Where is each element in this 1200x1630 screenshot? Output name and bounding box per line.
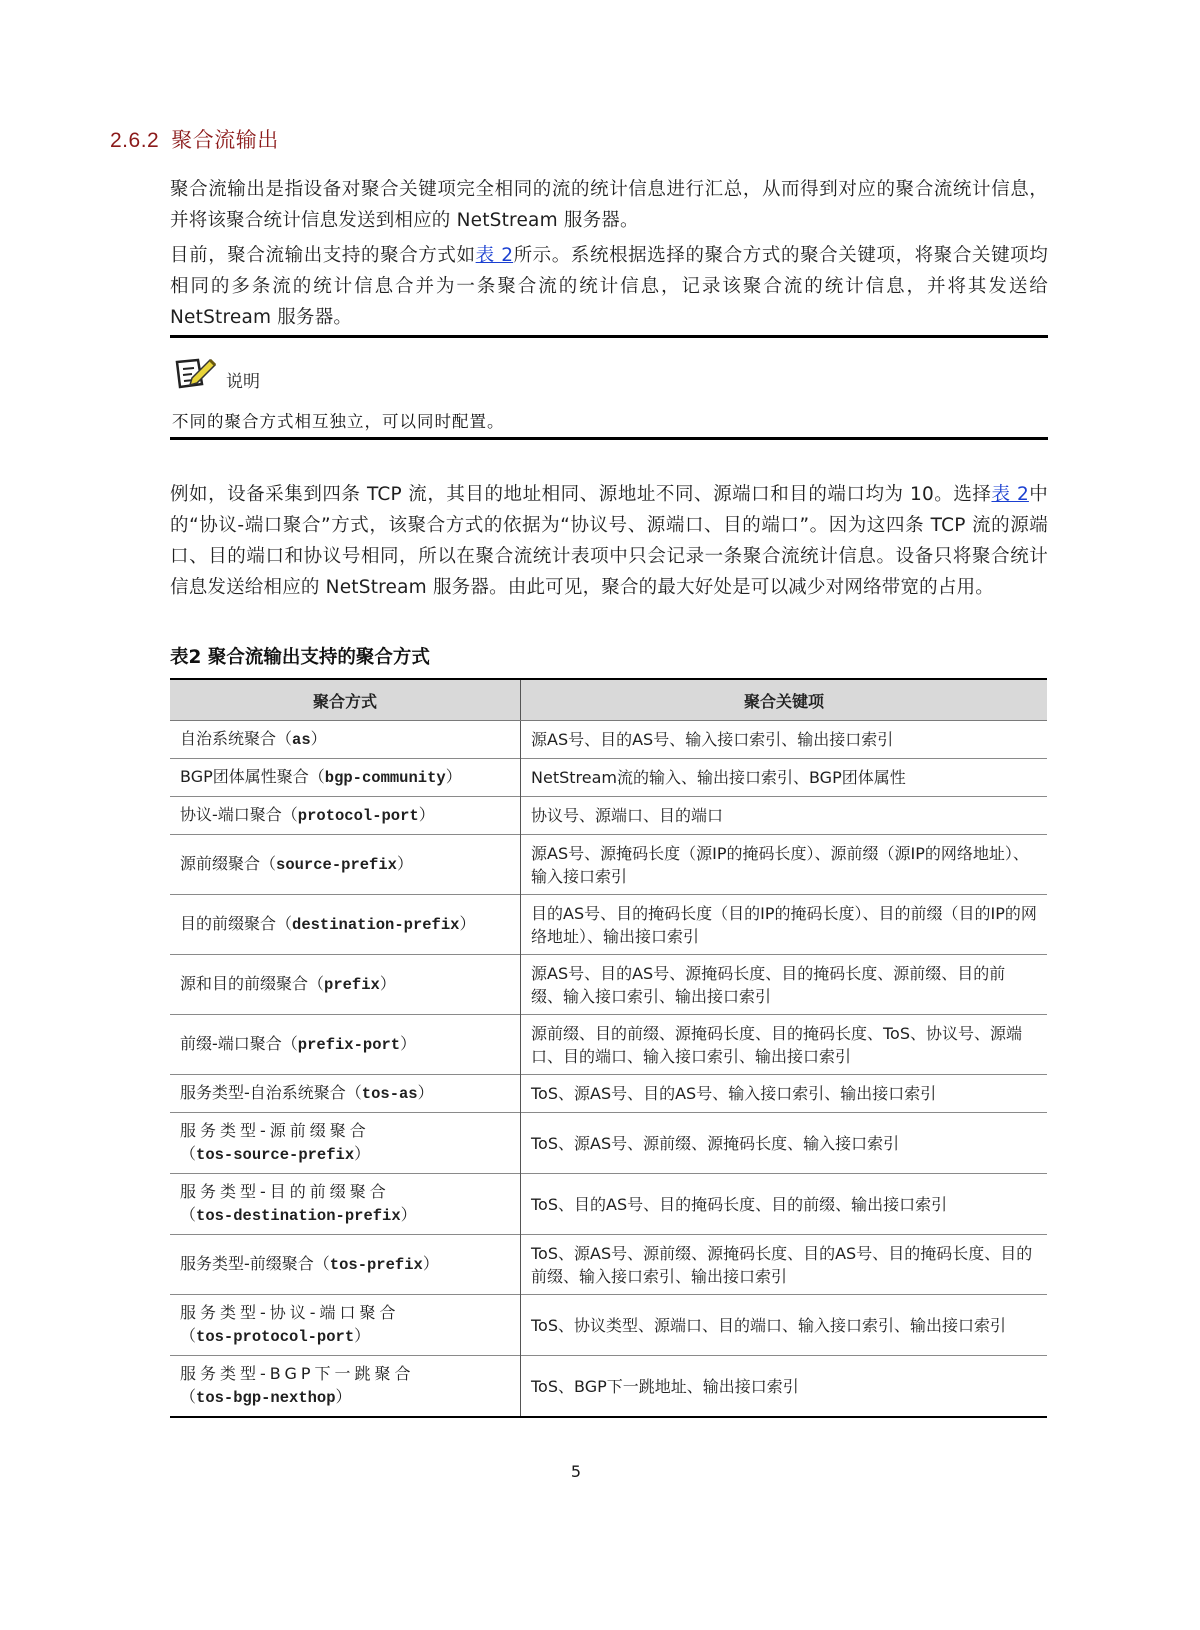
- aggregation-keys-cell: ToS、协议类型、源端口、目的端口、输入接口索引、输出接口索引: [521, 1295, 1048, 1356]
- aggregation-mode-cell: 目的前缀聚合（destination-prefix）: [170, 895, 521, 955]
- mode-name: 前缀-端口聚合: [180, 1034, 282, 1053]
- aggregation-mode-cell: 协议-端口聚合（protocol-port）: [170, 797, 521, 835]
- aggregation-mode-cell: 自治系统聚合（as）: [170, 721, 521, 759]
- table-2-link[interactable]: 表 2: [475, 245, 514, 266]
- table-row: [170, 721, 1047, 759]
- aggregation-keys-cell: 协议号、源端口、目的端口: [521, 797, 1048, 835]
- aggregation-mode-cell: 前缀-端口聚合（prefix-port）: [170, 1015, 521, 1075]
- note-top-rule: [170, 335, 1048, 338]
- table-row: [170, 1174, 1047, 1235]
- note-header: [174, 356, 260, 394]
- aggregation-keys-cell: ToS、源AS号、目的AS号、输入接口索引、输出接口索引: [521, 1075, 1048, 1113]
- mode-keyword: tos-prefix: [329, 1256, 423, 1274]
- aggregation-mode-cell: 服务类型-协议-端口聚合 （tos-protocol-port）: [170, 1295, 521, 1356]
- column-header-keys: 聚合关键项: [521, 679, 1048, 721]
- mode-keyword: protocol-port: [297, 807, 419, 825]
- aggregation-mode-cell: 服务类型-源前缀聚合 （tos-source-prefix）: [170, 1113, 521, 1174]
- column-header-mode: 聚合方式: [170, 679, 521, 721]
- mode-name: 服务类型-目的前缀聚合: [180, 1182, 390, 1201]
- aggregation-keys-cell: ToS、目的AS号、目的掩码长度、目的前缀、输出接口索引: [521, 1174, 1048, 1235]
- table-row: [170, 1113, 1047, 1174]
- mode-name: 服务类型-前缀聚合: [180, 1254, 314, 1273]
- table-caption: 表2 聚合流输出支持的聚合方式: [170, 647, 430, 668]
- aggregation-mode-cell: 服务类型-自治系统聚合（tos-as）: [170, 1075, 521, 1113]
- table-row: [170, 835, 1047, 895]
- aggregation-mode-cell: 服务类型-前缀聚合（tos-prefix）: [170, 1235, 521, 1295]
- aggregation-mode-cell: BGP团体属性聚合（bgp-community）: [170, 759, 521, 797]
- aggregation-keys-cell: ToS、源AS号、源前缀、源掩码长度、目的AS号、目的掩码长度、目的前缀、输入接口索引、输出接口索引: [521, 1235, 1048, 1295]
- aggregation-table: [170, 678, 1047, 1418]
- mode-name: BGP团体属性聚合: [180, 767, 309, 786]
- paragraph-example: 例如，设备采集到四条 TCP 流，其目的地址相同、源地址不同、源端口和目的端口均为 10。选择表 2中的“协议-端口聚合”方式，该聚合方式的依据为“协议号、源端口、目的端口”。因为这四条 TCP 流的源端口、目的端口和协议号相同，所以在聚合流统计表项中只会记录一条聚合流统计信息。设备只将聚合统计信息发送给相应的 NetStream 服务器。由此可见，聚合的最大好处是可以减少对网络带宽的占用。: [170, 484, 1048, 598]
- table-header-row: [170, 679, 1047, 721]
- aggregation-keys-cell: 目的AS号、目的掩码长度（目的IP的掩码长度）、目的前缀（目的IP的网络地址）、输出接口索引: [521, 895, 1048, 955]
- mode-keyword: tos-destination-prefix: [196, 1207, 401, 1225]
- mode-name: 源前缀聚合: [180, 854, 261, 873]
- mode-name: 服务类型-协议-端口聚合: [180, 1303, 400, 1322]
- table-row: [170, 1015, 1047, 1075]
- mode-name: 协议-端口聚合: [180, 805, 282, 824]
- mode-name: 服务类型-源前缀聚合: [180, 1121, 370, 1140]
- aggregation-mode-cell: 源和目的前缀聚合（prefix）: [170, 955, 521, 1015]
- aggregation-keys-cell: 源前缀、目的前缀、源掩码长度、目的掩码长度、ToS、协议号、源端口、目的端口、输入接口索引、输出接口索引: [521, 1015, 1048, 1075]
- table-row: [170, 895, 1047, 955]
- page-number: 5: [570, 1462, 582, 1481]
- mode-name: 源和目的前缀聚合: [180, 974, 309, 993]
- table-row: [170, 955, 1047, 1015]
- mode-name: 服务类型-BGP下一跳聚合: [180, 1364, 415, 1383]
- section-title: 聚合流输出: [171, 129, 279, 152]
- paragraph-intro: 聚合流输出是指设备对聚合关键项完全相同的流的统计信息进行汇总，从而得到对应的聚合流统计信息，并将该聚合统计信息发送到相应的 NetStream 服务器。: [170, 179, 1048, 231]
- aggregation-keys-cell: 源AS号、源掩码长度（源IP的掩码长度）、源前缀（源IP的网络地址）、输入接口索引: [521, 835, 1048, 895]
- note-bottom-rule: [170, 437, 1048, 440]
- mode-keyword: prefix-port: [297, 1036, 401, 1054]
- aggregation-keys-cell: NetStream流的输入、输出接口索引、BGP团体属性: [521, 759, 1048, 797]
- table-row: [170, 1235, 1047, 1295]
- aggregation-keys-cell: ToS、BGP下一跳地址、输出接口索引: [521, 1356, 1048, 1418]
- mode-keyword: destination-prefix: [292, 916, 460, 934]
- mode-keyword: source-prefix: [276, 856, 397, 874]
- table-row: [170, 1356, 1047, 1418]
- mode-keyword: tos-as: [361, 1085, 418, 1103]
- aggregation-mode-cell: 服务类型-BGP下一跳聚合 （tos-bgp-nexthop）: [170, 1356, 521, 1418]
- section-heading: [110, 124, 279, 154]
- table-row: [170, 1295, 1047, 1356]
- mode-keyword: prefix: [324, 976, 380, 994]
- mode-name: 目的前缀聚合: [180, 914, 277, 933]
- mode-keyword: as: [292, 731, 311, 749]
- mode-name: 自治系统聚合: [180, 729, 277, 748]
- mode-name: 服务类型-自治系统聚合: [180, 1083, 346, 1102]
- paragraph-modes: 目前，聚合流输出支持的聚合方式如表 2所示。系统根据选择的聚合方式的聚合关键项，将聚合关键项均相同的多条流的统计信息合并为一条聚合流的统计信息，记录该聚合流的统计信息，并将其发送给 NetStream 服务器。: [170, 245, 1048, 328]
- table-row: [170, 759, 1047, 797]
- aggregation-mode-cell: 源前缀聚合（source-prefix）: [170, 835, 521, 895]
- aggregation-keys-cell: 源AS号、目的AS号、输入接口索引、输出接口索引: [521, 721, 1048, 759]
- note-pencil-icon: [174, 356, 218, 394]
- table-row: [170, 797, 1047, 835]
- mode-keyword: tos-bgp-nexthop: [196, 1389, 336, 1407]
- table-2-link[interactable]: 表 2: [991, 484, 1029, 505]
- aggregation-keys-cell: ToS、源AS号、源前缀、源掩码长度、输入接口索引: [521, 1113, 1048, 1174]
- table-row: [170, 1075, 1047, 1113]
- mode-keyword: tos-protocol-port: [196, 1328, 355, 1346]
- note-label: 说明: [226, 372, 260, 392]
- note-text: 不同的聚合方式相互独立，可以同时配置。: [172, 412, 505, 431]
- mode-keyword: tos-source-prefix: [196, 1146, 355, 1164]
- aggregation-mode-cell: 服务类型-目的前缀聚合 （tos-destination-prefix）: [170, 1174, 521, 1235]
- aggregation-keys-cell: 源AS号、目的AS号、源掩码长度、目的掩码长度、源前缀、目的前缀、输入接口索引、输出接口索引: [521, 955, 1048, 1015]
- section-number: 2.6.2: [110, 129, 160, 152]
- mode-keyword: bgp-community: [324, 769, 446, 787]
